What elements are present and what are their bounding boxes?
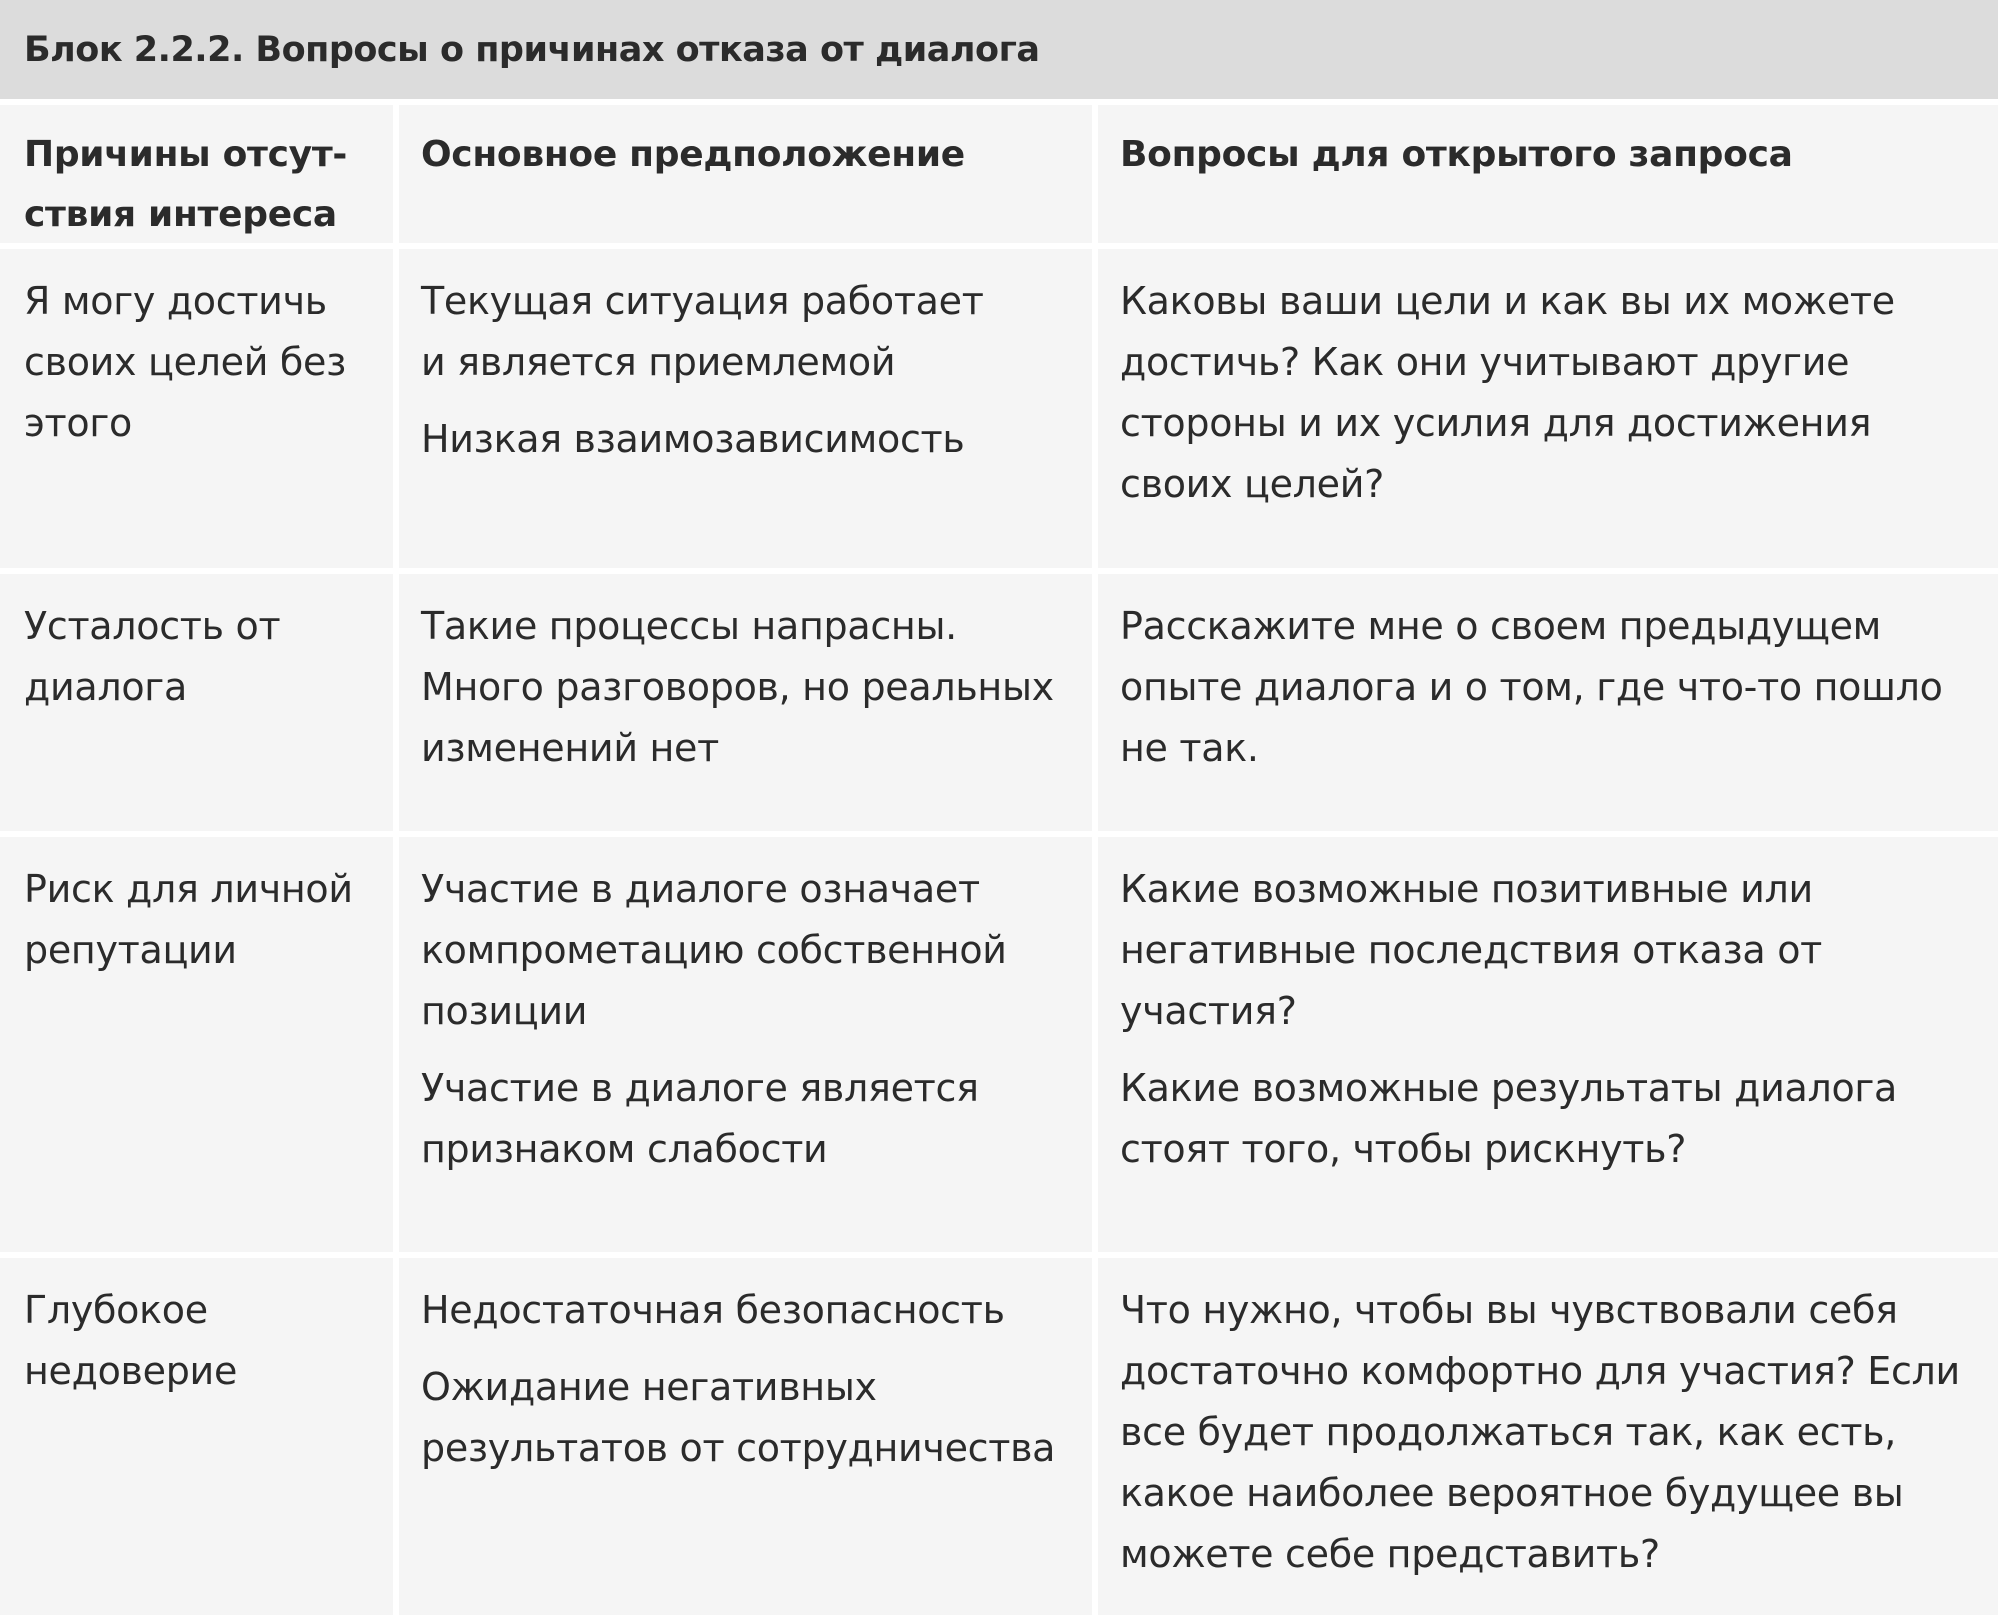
row-1-questions [1098, 249, 1998, 568]
text-line: позиции [421, 989, 588, 1033]
row-2-questions [1098, 574, 1998, 831]
row-3-questions [1098, 837, 1998, 1252]
header-reasons-line: ствия интереса [24, 194, 337, 235]
text-line: Каковы ваши цели и как вы их можете [1120, 279, 1895, 323]
row-4-reason [0, 1258, 393, 1615]
text-line: негативные последствия отказа от [1120, 928, 1822, 972]
text-line: опыте диалога и о том, где что-то пошло [1120, 665, 1943, 709]
text-line: достичь? Как они учитывают другие [1120, 340, 1850, 384]
text-line: Расскажите мне о своем предыдущем [1120, 604, 1882, 648]
text-line: достаточно комфортно для участия? Если [1120, 1349, 1960, 1393]
paragraph [1120, 271, 1978, 515]
text-line: Глубокое [24, 1288, 208, 1332]
text-line: Такие процессы напрасны. [421, 604, 957, 648]
header-assumption [399, 105, 1092, 243]
text-line: не так. [1120, 726, 1259, 770]
text-line: Какие возможные позитивные или [1120, 867, 1813, 911]
row-3-reason [0, 837, 393, 1252]
text-line: Какие возможные результаты диалога [1120, 1066, 1898, 1110]
row-1-reason [0, 249, 393, 568]
text-line: Ожидание негативных [421, 1365, 877, 1409]
text-line: Я могу достичь [24, 279, 327, 323]
header-questions-line: Вопросы для открытого запроса [1120, 134, 1793, 175]
text-line: Участие в диалоге означает [421, 867, 980, 911]
text-line: можете себе представить? [1120, 1532, 1660, 1576]
text-line: признаком слабости [421, 1127, 828, 1171]
text-line: Риск для личной [24, 867, 353, 911]
text-line: и является приемлемой [421, 340, 896, 384]
paragraph [1120, 596, 1978, 779]
header-questions [1098, 105, 1998, 243]
text-line: Много разговоров, но реальных [421, 665, 1054, 709]
text-line: своих целей? [1120, 462, 1384, 506]
block-title: Блок 2.2.2. Вопросы о причинах отказа от диалога [0, 0, 1998, 99]
row-2-reason [0, 574, 393, 831]
text-line: своих целей без [24, 340, 347, 384]
text-line: Текущая ситуация работает [421, 279, 984, 323]
text-line: какое наиболее вероятное будущее вы [1120, 1471, 1904, 1515]
paragraph [421, 409, 1072, 470]
text-line: изменений нет [421, 726, 719, 770]
header-reasons [0, 105, 393, 243]
text-line: стороны и их усилия для достижения [1120, 401, 1872, 445]
paragraph [421, 271, 1072, 393]
row-1-assumption [399, 249, 1092, 568]
row-3-assumption [399, 837, 1092, 1252]
text-line: Низкая взаимозависимость [421, 417, 965, 461]
paragraph [421, 859, 1072, 1042]
text-line: Усталость от [24, 604, 281, 648]
text-line: недоверие [24, 1349, 238, 1393]
text-line: участия? [1120, 989, 1297, 1033]
header-reasons-line: Причины отсут- [24, 134, 348, 175]
text-line: Что нужно, чтобы вы чувствовали себя [1120, 1288, 1898, 1332]
text-line: компрометацию собственной [421, 928, 1007, 972]
header-assumption-line: Основное предположение [421, 134, 965, 175]
paragraph [421, 1058, 1072, 1180]
paragraph [421, 1357, 1072, 1479]
paragraph [421, 1280, 1072, 1341]
text-line: Участие в диалоге является [421, 1066, 979, 1110]
text-line: все будет продолжаться так, как есть, [1120, 1410, 1897, 1454]
text-line: этого [24, 401, 132, 445]
paragraph [1120, 1058, 1978, 1180]
row-4-questions [1098, 1258, 1998, 1615]
paragraph [1120, 1280, 1978, 1585]
paragraph [421, 596, 1072, 779]
text-line: результатов от сотрудничества [421, 1426, 1056, 1470]
text-line: Недостаточная безопасность [421, 1288, 1005, 1332]
paragraph [1120, 859, 1978, 1042]
text-line: репутации [24, 928, 237, 972]
text-line: стоят того, чтобы рискнуть? [1120, 1127, 1687, 1171]
row-2-assumption [399, 574, 1092, 831]
row-4-assumption [399, 1258, 1092, 1615]
text-line: диалога [24, 665, 187, 709]
